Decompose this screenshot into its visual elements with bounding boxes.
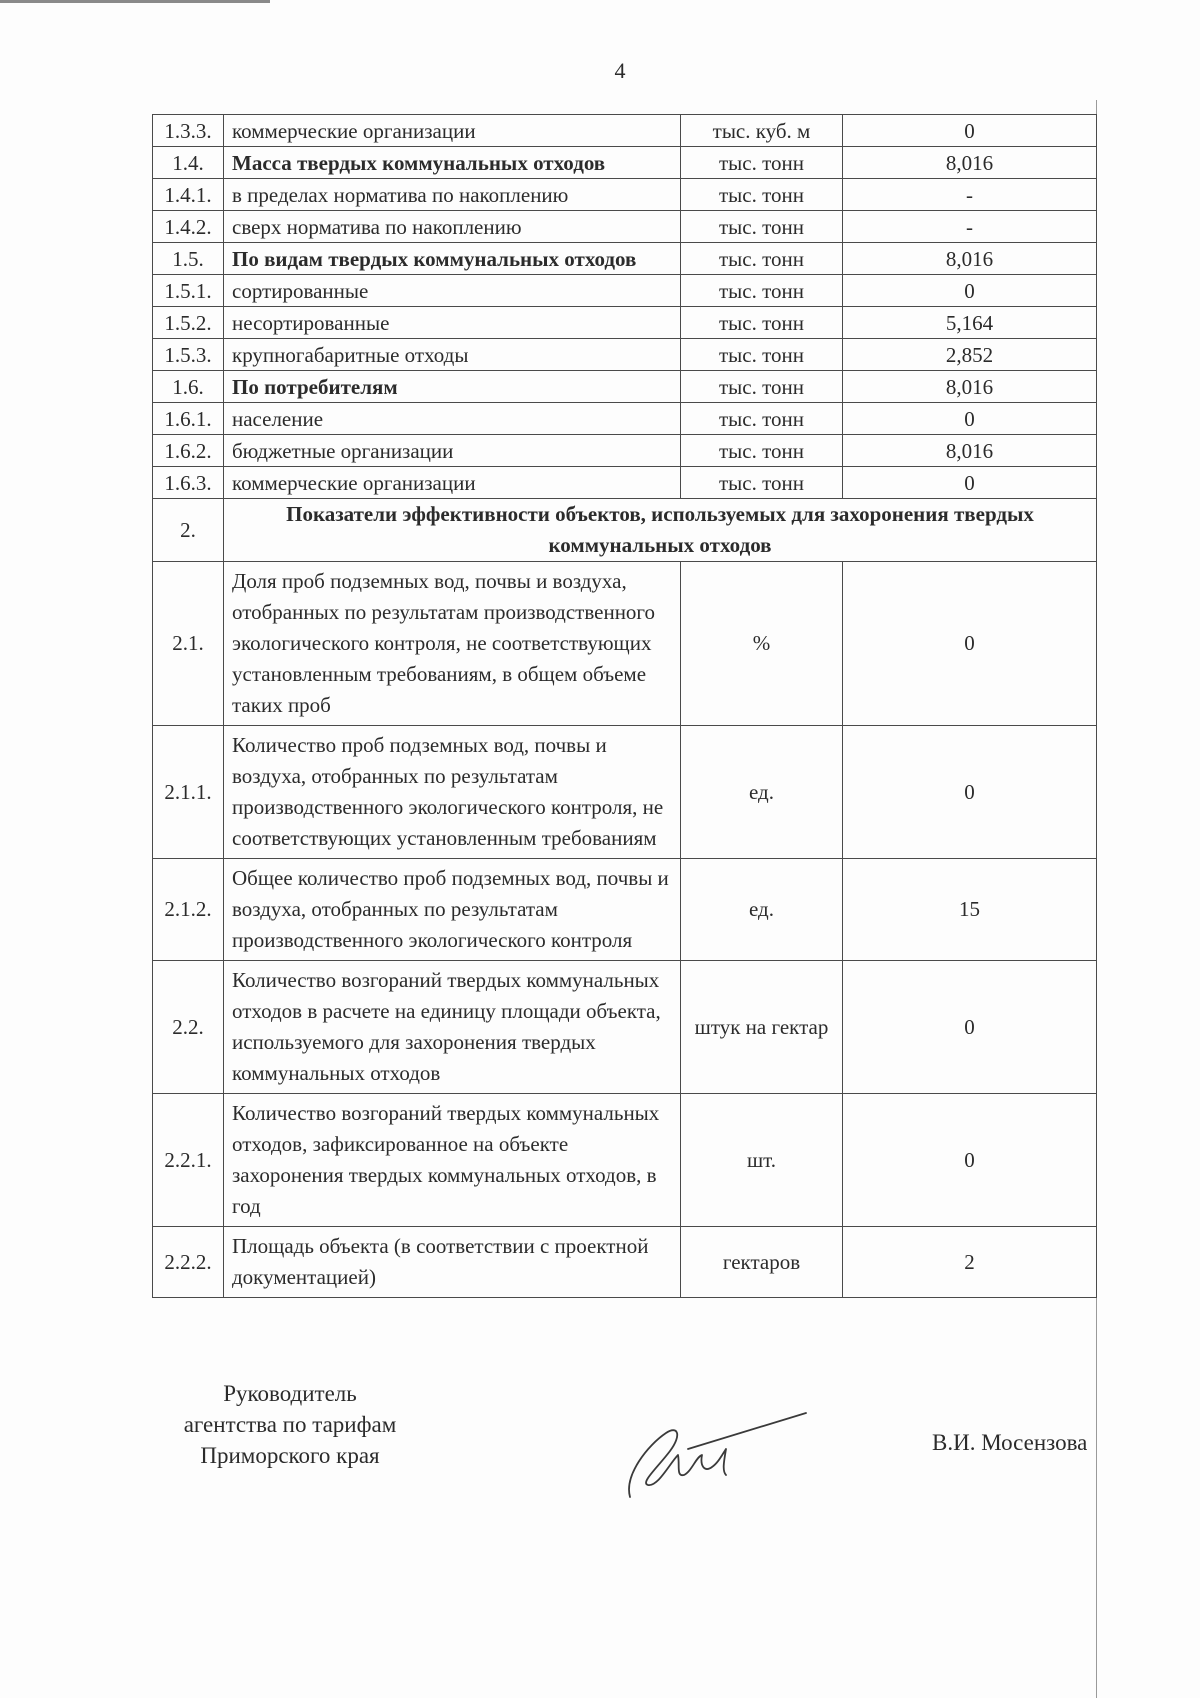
row-number: 1.4.	[153, 147, 224, 179]
signatory-title-line: Руководитель	[223, 1381, 357, 1406]
row-unit: ед.	[681, 726, 843, 859]
row-unit: тыс. тонн	[681, 243, 843, 275]
row-unit: тыс. тонн	[681, 467, 843, 499]
table-row	[153, 275, 1097, 307]
row-unit: гектаров	[681, 1227, 843, 1298]
row-name: сортированные	[224, 275, 681, 307]
row-value: 8,016	[843, 435, 1097, 467]
table-row	[153, 339, 1097, 371]
row-unit: тыс. тонн	[681, 435, 843, 467]
signer-name: В.И. Мосензова	[932, 1430, 1088, 1455]
row-number: 1.6.1.	[153, 403, 224, 435]
row-value: 0	[843, 403, 1097, 435]
row-name: Количество возгораний твердых коммунальных отходов в расчете на единицу площади объекта, используемого для захоронения твердых коммунальных отходов	[224, 961, 681, 1094]
row-number: 1.6.	[153, 371, 224, 403]
row-unit: %	[681, 562, 843, 726]
table-row	[153, 371, 1097, 403]
table-row	[153, 1094, 1097, 1227]
row-name: в пределах норматива по накоплению	[224, 179, 681, 211]
table-row	[153, 859, 1097, 961]
signatory-title-line: агентства по тарифам	[183, 1412, 397, 1437]
row-name: несортированные	[224, 307, 681, 339]
indicators-table-bottom	[153, 562, 1097, 1298]
signatory-title-line: Приморского края	[200, 1443, 380, 1468]
row-number: 2.1.	[153, 562, 224, 726]
row-unit: тыс. куб. м	[681, 115, 843, 147]
signatory-title	[140, 1378, 440, 1471]
row-unit: шт.	[681, 1094, 843, 1227]
row-name: По видам твердых коммунальных отходов	[224, 243, 681, 275]
row-number: 2.2.	[153, 961, 224, 1094]
row-unit: штук на гектар	[681, 961, 843, 1094]
table-row	[153, 307, 1097, 339]
row-name: По потребителям	[224, 371, 681, 403]
row-name: Доля проб подземных вод, почвы и воздуха, отобранных по результатам производственного экологического контроля, не соответствующих установленным требованиям, в общем объеме таких проб	[224, 562, 681, 726]
row-number: 1.5.1.	[153, 275, 224, 307]
row-value: 5,164	[843, 307, 1097, 339]
row-name: сверх норматива по накоплению	[224, 211, 681, 243]
row-name: крупногабаритные отходы	[224, 339, 681, 371]
row-number: 1.5.	[153, 243, 224, 275]
row-name: Общее количество проб подземных вод, почвы и воздуха, отобранных по результатам производственного экологического контроля	[224, 859, 681, 961]
table-row	[153, 467, 1097, 499]
row-unit: тыс. тонн	[681, 179, 843, 211]
table-row	[153, 243, 1097, 275]
table-row	[153, 961, 1097, 1094]
table-row	[153, 1227, 1097, 1298]
row-number: 2.2.2.	[153, 1227, 224, 1298]
row-value: 8,016	[843, 147, 1097, 179]
row-number: 2.1.1.	[153, 726, 224, 859]
row-number: 1.4.2.	[153, 211, 224, 243]
row-name: коммерческие организации	[224, 115, 681, 147]
row-value: 0	[843, 1094, 1097, 1227]
row-number: 1.5.3.	[153, 339, 224, 371]
row-name: Площадь объекта (в соответствии с проектной документацией)	[224, 1227, 681, 1298]
row-unit: тыс. тонн	[681, 211, 843, 243]
row-number: 2.2.1.	[153, 1094, 224, 1227]
row-value: -	[843, 179, 1097, 211]
row-value: 2	[843, 1227, 1097, 1298]
row-value: 0	[843, 726, 1097, 859]
row-unit: тыс. тонн	[681, 307, 843, 339]
row-number: 1.5.2.	[153, 307, 224, 339]
row-unit: тыс. тонн	[681, 371, 843, 403]
handwritten-signature	[618, 1405, 808, 1505]
row-unit: тыс. тонн	[681, 403, 843, 435]
row-value: 8,016	[843, 371, 1097, 403]
row-value: 8,016	[843, 243, 1097, 275]
table-row	[153, 147, 1097, 179]
row-number: 1.3.3.	[153, 115, 224, 147]
row-number: 1.6.3.	[153, 467, 224, 499]
row-value: 0	[843, 115, 1097, 147]
row-value: 0	[843, 467, 1097, 499]
table-row	[153, 179, 1097, 211]
scan-edge-top	[0, 0, 270, 3]
table-row	[153, 211, 1097, 243]
table-row	[153, 403, 1097, 435]
row-unit: ед.	[681, 859, 843, 961]
row-name: Количество проб подземных вод, почвы и воздуха, отобранных по результатам производственного экологического контроля, не соответствующих установленным требованиям	[224, 726, 681, 859]
row-name: Количество возгораний твердых коммунальных отходов, зафиксированное на объекте захоронения твердых коммунальных отходов, в год	[224, 1094, 681, 1227]
row-number: 1.6.2.	[153, 435, 224, 467]
row-number: 1.4.1.	[153, 179, 224, 211]
section-row	[153, 499, 1097, 562]
table-row	[153, 726, 1097, 859]
indicators-table	[152, 114, 1097, 1298]
row-name: коммерческие организации	[224, 467, 681, 499]
indicators-table-top	[153, 115, 1097, 499]
section-2	[153, 499, 1097, 562]
row-unit: тыс. тонн	[681, 275, 843, 307]
section-title: Показатели эффективности объектов, используемых для захоронения твердых коммунальных отходов	[224, 499, 1097, 562]
table-row	[153, 562, 1097, 726]
table-row	[153, 115, 1097, 147]
row-unit: тыс. тонн	[681, 339, 843, 371]
row-number: 2.1.2.	[153, 859, 224, 961]
row-value: 2,852	[843, 339, 1097, 371]
row-unit: тыс. тонн	[681, 147, 843, 179]
section-number: 2.	[153, 499, 224, 562]
row-value: -	[843, 211, 1097, 243]
row-name: население	[224, 403, 681, 435]
table-row	[153, 435, 1097, 467]
row-name: бюджетные организации	[224, 435, 681, 467]
page-number: 4	[614, 58, 626, 83]
row-value: 15	[843, 859, 1097, 961]
row-value: 0	[843, 961, 1097, 1094]
row-value: 0	[843, 562, 1097, 726]
row-value: 0	[843, 275, 1097, 307]
row-name: Масса твердых коммунальных отходов	[224, 147, 681, 179]
